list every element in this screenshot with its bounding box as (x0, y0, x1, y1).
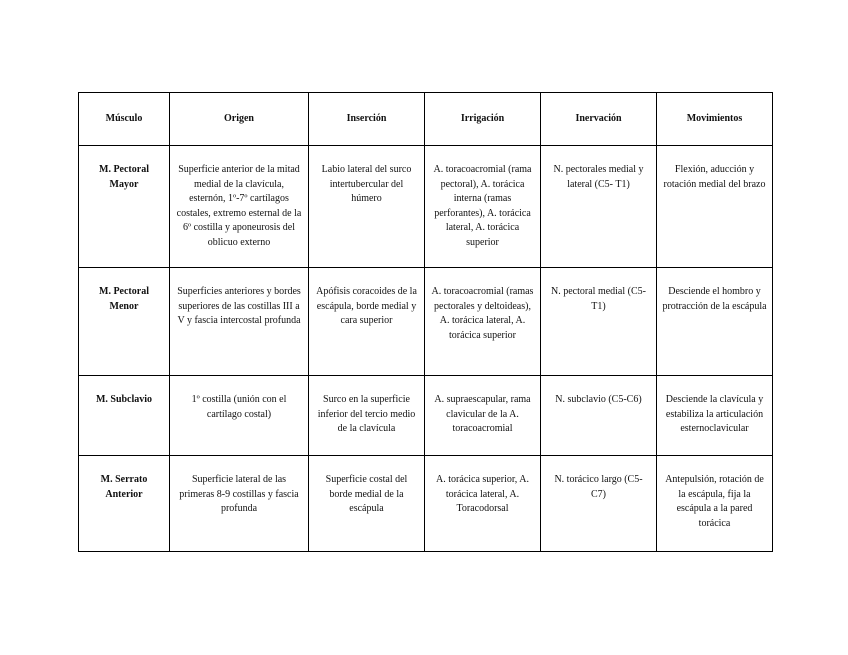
origin-cell: 1º costilla (unión con el cartílago costal) (170, 376, 309, 456)
irrigation-cell: A. torácica superior, A. torácica lateral, A. Toracodorsal (425, 456, 541, 552)
origin-cell: Superficie lateral de las primeras 8-9 costillas y fascia profunda (170, 456, 309, 552)
insertion-cell: Surco en la superficie inferior del tercio medio de la clavícula (309, 376, 425, 456)
movements-cell: Desciende la clavícula y estabiliza la articulación esternoclavicular (657, 376, 773, 456)
movements-cell: Antepulsión, rotación de la escápula, fija la escápula a la pared torácica (657, 456, 773, 552)
muscles-table (78, 92, 773, 552)
insertion-cell: Labio lateral del surco intertubercular del húmero (309, 146, 425, 268)
table-header-row (79, 93, 773, 146)
innervation-cell: N. subclavio (C5-C6) (541, 376, 657, 456)
irrigation-cell: A. toracoacromial (ramas pectorales y deltoideas), A. torácica lateral, A. torácica superior (425, 268, 541, 376)
muscle-name-cell: M. Subclavio (79, 376, 170, 456)
muscle-name-cell: M. Serrato Anterior (79, 456, 170, 552)
table-row (79, 376, 773, 456)
movements-cell: Flexión, aducción y rotación medial del brazo (657, 146, 773, 268)
header-inervacion: Inervación (541, 93, 657, 146)
header-insercion: Inserción (309, 93, 425, 146)
innervation-cell: N. pectoral medial (C5- T1) (541, 268, 657, 376)
origin-cell: Superficies anteriores y bordes superiores de las costillas III a V y fascia intercostal profunda (170, 268, 309, 376)
header-musculo: Músculo (79, 93, 170, 146)
insertion-cell: Superficie costal del borde medial de la escápula (309, 456, 425, 552)
table-row (79, 146, 773, 268)
table-row (79, 268, 773, 376)
table-row (79, 456, 773, 552)
insertion-cell: Apófisis coracoides de la escápula, borde medial y cara superior (309, 268, 425, 376)
irrigation-cell: A. supraescapular, rama clavicular de la A. toracoacromial (425, 376, 541, 456)
innervation-cell: N. torácico largo (C5- C7) (541, 456, 657, 552)
muscle-name-cell: M. Pectoral Mayor (79, 146, 170, 268)
header-origen: Origen (170, 93, 309, 146)
irrigation-cell: A. toracoacromial (rama pectoral), A. torácica interna (ramas perforantes), A. torácica lateral, A. torácica superior (425, 146, 541, 268)
header-irrigacion: Irrigación (425, 93, 541, 146)
muscle-name-cell: M. Pectoral Menor (79, 268, 170, 376)
origin-cell: Superficie anterior de la mitad medial de la clavícula, esternón, 1º-7º cartílagos costales, extremo esternal de la 6º costilla y aponeurosis del oblicuo externo (170, 146, 309, 268)
header-movimientos: Movimientos (657, 93, 773, 146)
innervation-cell: N. pectorales medial y lateral (C5- T1) (541, 146, 657, 268)
movements-cell: Desciende el hombro y protracción de la escápula (657, 268, 773, 376)
